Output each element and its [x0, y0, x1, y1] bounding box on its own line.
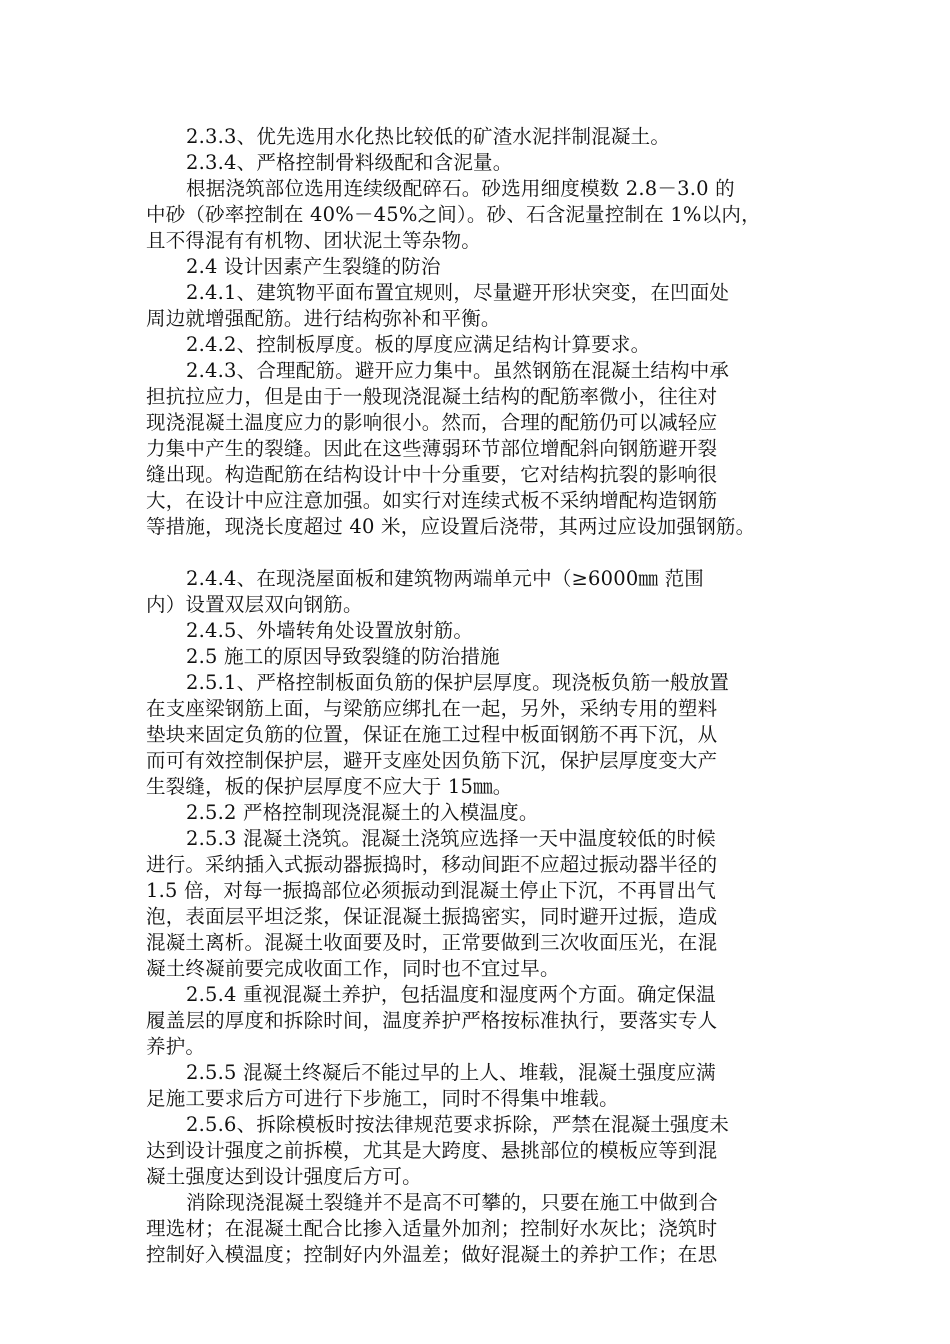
paragraph-line: 等措施，现浇长度超过 40 米，应设置后浇带，其两过应设加强钢筋。: [146, 515, 756, 538]
paragraph-line: 2.4.4、在现浇屋面板和建筑物两端单元中（≥6000㎜ 范围: [186, 567, 704, 590]
paragraph-line: 2.5.5 混凝土终凝后不能过早的上人、堆载，混凝土强度应满: [186, 1061, 716, 1084]
paragraph-line: 2.3.4、严格控制骨料级配和含泥量。: [186, 151, 513, 174]
paragraph-line: 且不得混有有机物、团状泥土等杂物。: [146, 229, 481, 252]
paragraph-line: 力集中产生的裂缝。因此在这些薄弱环节部位增配斜向钢筋避开裂: [146, 437, 718, 460]
paragraph-line: 进行。采纳插入式振动器振捣时，移动间距不应超过振动器半径的: [146, 853, 718, 876]
paragraph-line: 而可有效控制保护层，避开支座处因负筋下沉，保护层厚度变大产: [146, 749, 718, 772]
paragraph-line: 现浇混凝土温度应力的影响很小。然而，合理的配筋仍可以减轻应: [146, 411, 718, 434]
paragraph-line: 生裂缝，板的保护层厚度不应大于 15㎜。: [146, 775, 513, 798]
paragraph-line: 消除现浇混凝土裂缝并不是高不可攀的，只要在施工中做到合: [186, 1191, 718, 1214]
paragraph-line: 凝土强度达到设计强度后方可。: [146, 1165, 422, 1188]
paragraph-line: 足施工要求后方可进行下步施工，同时不得集中堆载。: [146, 1087, 619, 1110]
paragraph-line: 内）设置双层双向钢筋。: [146, 593, 363, 616]
paragraph-line: 垫块来固定负筋的位置，保证在施工过程中板面钢筋不再下沉，从: [146, 723, 718, 746]
paragraph-line: 2.5.4 重视混凝土养护，包括温度和湿度两个方面。确定保温: [186, 983, 716, 1006]
paragraph-line: 2.4.5、外墙转角处设置放射筋。: [186, 619, 474, 642]
paragraph-line: 周边就增强配筋。进行结构弥补和平衡。: [146, 307, 501, 330]
paragraph-line: 1.5 倍，对每一振捣部位必须振动到混凝土停止下沉，不再冒出气: [146, 879, 716, 902]
paragraph-line: 2.5.3 混凝土浇筑。混凝土浇筑应选择一天中温度较低的时候: [186, 827, 716, 850]
paragraph-line: 混凝土离析。混凝土收面要及时，正常要做到三次收面压光，在混: [146, 931, 718, 954]
paragraph-line: 2.4.3、合理配筋。避开应力集中。虽然钢筋在混凝土结构中承: [186, 359, 730, 382]
paragraph-line: 控制好入模温度；控制好内外温差；做好混凝土的养护工作；在思: [146, 1243, 718, 1266]
paragraph-line: 中砂（砂率控制在 40%－45%之间）。砂、石含泥量控制在 1%以内，: [146, 203, 761, 226]
paragraph-line: 泡，表面层平坦泛浆，保证混凝土振捣密实，同时避开过振，造成: [146, 905, 718, 928]
section-heading: 2.4 设计因素产生裂缝的防治: [186, 255, 441, 278]
paragraph-line: 2.4.1、建筑物平面布置宜规则，尽量避开形状突变，在凹面处: [186, 281, 730, 304]
paragraph-line: 2.5.2 严格控制现浇混凝土的入模温度。: [186, 801, 539, 824]
paragraph-line: 达到设计强度之前拆模，尤其是大跨度、悬挑部位的模板应等到混: [146, 1139, 718, 1162]
paragraph-line: 2.5.1、严格控制板面负筋的保护层厚度。现浇板负筋一般放置: [186, 671, 730, 694]
paragraph-line: 2.4.2、控制板厚度。板的厚度应满足结构计算要求。: [186, 333, 651, 356]
paragraph-line: 2.5.6、拆除模板时按法律规范要求拆除，严禁在混凝土强度未: [186, 1113, 730, 1136]
paragraph-line: 2.3.3、优先选用水化热比较低的矿渣水泥拌制混凝土。: [186, 125, 671, 148]
paragraph-line: 履盖层的厚度和拆除时间，温度养护严格按标准执行，要落实专人: [146, 1009, 718, 1032]
paragraph-line: 凝土终凝前要完成收面工作，同时也不宜过早。: [146, 957, 560, 980]
paragraph-line: 理选材；在混凝土配合比掺入适量外加剂；控制好水灰比；浇筑时: [146, 1217, 718, 1240]
paragraph-line: 大，在设计中应注意加强。如实行对连续式板不采纳增配构造钢筋: [146, 489, 718, 512]
paragraph-line: 担抗拉应力，但是由于一般现浇混凝土结构的配筋率微小，往往对: [146, 385, 718, 408]
paragraph-line: 养护。: [146, 1035, 206, 1058]
section-heading: 2.5 施工的原因导致裂缝的防治措施: [186, 645, 500, 668]
paragraph-line: 缝出现。构造配筋在结构设计中十分重要，它对结构抗裂的影响很: [146, 463, 718, 486]
paragraph-line: 在支座梁钢筋上面，与梁筋应绑扎在一起，另外，采纳专用的塑料: [146, 697, 718, 720]
paragraph-line: 根据浇筑部位选用连续级配碎石。砂选用细度模数 2.8－3.0 的: [186, 177, 735, 200]
